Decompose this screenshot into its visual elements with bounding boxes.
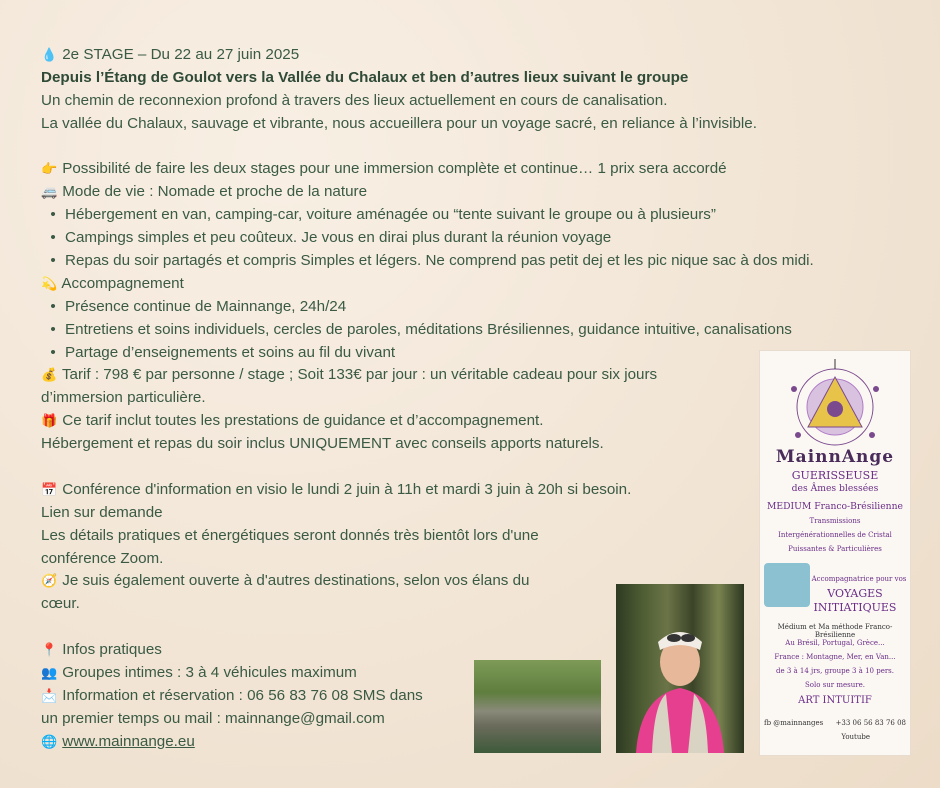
poster-line: Youtube: [841, 733, 870, 741]
text-line: [41, 158, 814, 181]
website-link[interactable]: www.mainnange.eu: [62, 732, 195, 750]
line-text: un premier temps ou mail : mainnange@gmail.com: [41, 709, 385, 727]
poster-line: fb @mainnanges: [764, 719, 824, 727]
line-text: La vallée du Chalaux, sauvage et vibrante, nous accueillera pour un voyage sacré, en reliance à l’invisible.: [41, 114, 757, 132]
line-text: Lien sur demande: [41, 503, 163, 521]
bullet-item: [41, 342, 814, 365]
line-text: Partage d’enseignements et soins au fil du vivant: [65, 343, 396, 361]
bullet-item: [41, 227, 814, 250]
bullet-icon: •: [50, 297, 56, 315]
emoji-icon: 🎁: [41, 413, 58, 429]
line-text: Mode de vie : Nomade et proche de la nature: [62, 183, 368, 201]
emoji-icon: 💧: [41, 47, 58, 62]
bullet-item: [41, 319, 814, 342]
forest-stone-photo: [474, 660, 601, 753]
emoji-icon: 💫: [41, 275, 58, 291]
emoji-icon: 🧭: [41, 573, 58, 589]
bullet-icon: •: [50, 343, 56, 361]
poster-line: ART INTUITIF: [798, 695, 872, 706]
bullet-item: [41, 296, 814, 319]
line-text: Présence continue de Mainnange, 24h/24: [65, 297, 347, 315]
text-line: [41, 90, 814, 113]
poster-line: des Âmes blessées: [791, 483, 879, 494]
line-text: Groupes intimes : 3 à 4 véhicules maximum: [62, 664, 357, 682]
emoji-icon: 💰: [41, 367, 58, 383]
line-text: Depuis l’Étang de Goulot vers la Vallée du Chalaux et ben d’autres lieux suivant le groupe: [41, 68, 689, 86]
line-text: Hébergement en van, camping-car, voiture aménagée ou “tente suivant le groupe ou à plusieurs”: [65, 206, 716, 224]
line-text: Un chemin de reconnexion profond à travers des lieux actuellement en cours de canalisation.: [41, 91, 668, 109]
line-text: Ce tarif inclut toutes les prestations de guidance et d’accompagnement.: [62, 412, 544, 430]
bullet-icon: •: [50, 206, 56, 224]
bullet-icon: •: [50, 229, 56, 247]
emoji-icon: 🌐: [41, 733, 58, 749]
emoji-icon: 🚐: [41, 184, 58, 200]
sacred-geometry-logo: [780, 359, 890, 451]
poster-line: France : Montagne, Mer, en Van...: [774, 653, 896, 661]
poster-brand: MainnAnge: [775, 447, 895, 467]
line-text: Possibilité de faire les deux stages pour une immersion complète et continue… 1 prix sera accordé: [62, 160, 727, 178]
text-line: [41, 548, 814, 571]
text-line: [41, 364, 814, 387]
poster-line: GUERISSEUSE: [791, 469, 879, 482]
mainnange-poster: [759, 350, 911, 756]
line-text: Les détails pratiques et énergétiques seront donnés très bientôt lors d'une: [41, 526, 539, 544]
bullet-item: [41, 250, 814, 273]
line-text: Accompagnement: [61, 274, 184, 292]
poster-line: Solo sur mesure.: [805, 681, 865, 689]
text-line: [41, 136, 814, 159]
poster-line: INITIATIQUES: [813, 601, 897, 614]
bullet-icon: •: [50, 252, 56, 270]
poster-line: MEDIUM Franco-Brésilienne: [767, 501, 903, 512]
line-text: Tarif : 798 € par personne / stage ; Soit 133€ par jour : un véritable cadeau pour six jours: [61, 366, 658, 384]
poster-line: de 3 à 14 jrs, groupe 3 à 10 pers.: [775, 667, 894, 675]
line-text: Infos pratiques: [62, 641, 162, 659]
text-line: [41, 113, 814, 136]
emoji-icon: 📍: [41, 642, 58, 658]
text-line: [41, 433, 814, 456]
line-text: Campings simples et peu coûteux. Je vous en dirai plus durant la réunion voyage: [65, 229, 612, 247]
line-text: Conférence d'information en visio le lundi 2 juin à 11h et mardi 3 juin à 20h si besoin.: [62, 480, 632, 498]
line-text: Je suis également ouverte à d'autres destinations, selon vos élans du: [62, 572, 530, 590]
text-line: [41, 181, 814, 204]
text-line: [41, 44, 814, 67]
line-text: Entretiens et soins individuels, cercles de paroles, méditations Brésiliennes, guidance intuitive, canalisations: [65, 320, 792, 338]
line-text: 2e STAGE – Du 22 au 27 juin 2025: [62, 46, 300, 63]
poster-line: Transmissions: [809, 517, 861, 525]
text-line: [41, 410, 814, 433]
portrait-photo: [616, 584, 744, 753]
poster-line: Accompagnatrice pour vos: [811, 575, 907, 583]
emoji-icon: 📅: [41, 481, 58, 497]
line-text: Repas du soir partagés et compris Simples et légers. Ne comprend pas petit dej et les pic nique sac à dos midi.: [65, 252, 814, 270]
poster-line: Au Brésil, Portugal, Grèce...: [785, 639, 885, 647]
text-line: [41, 525, 814, 548]
text-line: [41, 502, 814, 525]
line-text: conférence Zoom.: [41, 549, 164, 567]
text-line: [41, 456, 814, 479]
poster-line: Intergénérationnelles de Cristal: [778, 531, 892, 539]
text-line: [41, 67, 814, 90]
poster-line: VOYAGES: [827, 587, 883, 600]
line-text: Hébergement et repas du soir inclus UNIQUEMENT avec conseils apports naturels.: [41, 435, 604, 453]
text-line: [41, 273, 814, 296]
emoji-icon: 👉: [41, 161, 58, 177]
text-line: [41, 387, 814, 410]
bullet-item: [41, 204, 814, 227]
poster-line: Médium et Ma méthode Franco-Brésilienne: [777, 623, 893, 639]
bullet-icon: •: [50, 320, 56, 338]
emoji-icon: 👥: [41, 665, 58, 681]
text-line: [41, 479, 814, 502]
emoji-icon: 📩: [41, 687, 58, 703]
line-text: Information et réservation : 06 56 83 76 08 SMS dans: [62, 686, 423, 704]
poster-line: +33 06 56 83 76 08: [835, 719, 906, 727]
line-text: cœur.: [41, 595, 80, 613]
line-text: d’immersion particulière.: [41, 389, 206, 407]
poster-line: Puissantes & Particulières: [788, 545, 882, 553]
